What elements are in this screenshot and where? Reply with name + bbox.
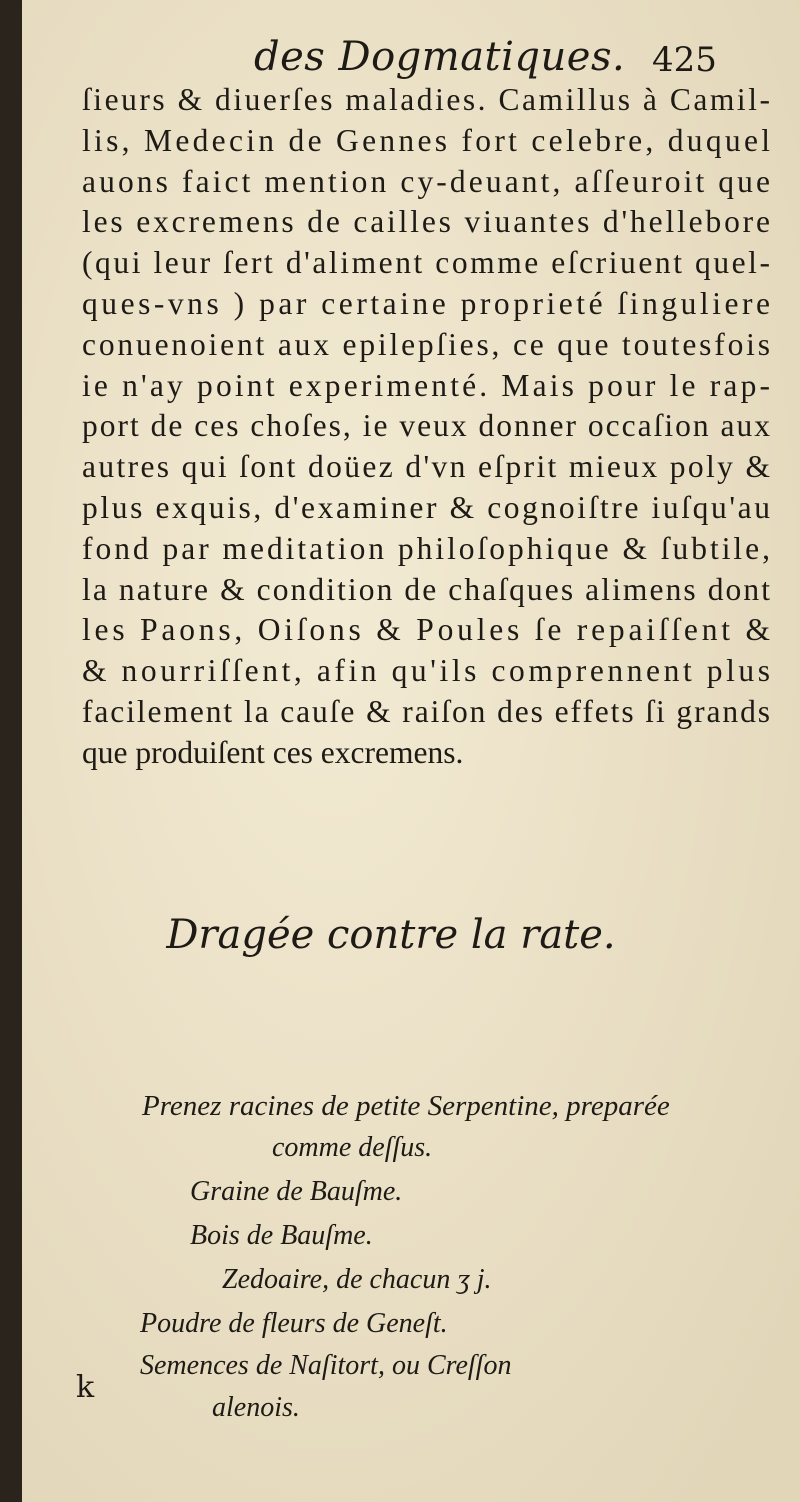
section-heading: Dragée contre la rate.	[166, 912, 616, 958]
text-line: auons faict mention cy-deuant, aſſeuroit que	[82, 163, 774, 199]
text-line: ſieurs & diuerſes maladies. Camillus à Camil-	[82, 82, 773, 117]
text-line: lis, Medecin de Gennes fort celebre, duquel	[82, 122, 774, 158]
page-number: 425	[652, 40, 717, 80]
recipe-line: Semences de Naſitort, ou Creſſon	[140, 1350, 512, 1381]
recipe-line: Bois de Bauſme.	[190, 1220, 373, 1251]
book-page	[22, 0, 800, 1502]
running-head-title: des Dogmatiques.	[254, 34, 626, 80]
recipe-line: Prenez racines de petite Serpentine, preparée	[142, 1090, 670, 1122]
text-line: conuenoient aux epilepſies, ce que toutesfois	[82, 326, 773, 362]
recipe-line: alenois.	[212, 1392, 300, 1423]
text-line: facilement la cauſe & raiſon des effets ſi grands	[82, 693, 772, 729]
text-line: fond par meditation philoſophique & ſubtile,	[82, 530, 773, 566]
margin-mark: k	[76, 1370, 95, 1405]
body-paragraph	[82, 80, 772, 774]
recipe-line: comme deſſus.	[272, 1132, 433, 1163]
text-line: ques-vns ) par certaine proprieté ſinguliere	[82, 285, 774, 321]
text-line: ie n'ay point experimenté. Mais pour le rap-	[82, 367, 774, 403]
text-line: les Paons, Oiſons & Poules ſe repaiſſent &	[82, 612, 774, 648]
text-line: la nature & condition de chaſques alimens dont	[82, 571, 773, 607]
text-line: les excremens de cailles viuantes d'hellebore	[82, 204, 773, 240]
text-line: que produiſent ces excremens.	[82, 734, 464, 770]
recipe-line: Zedoaire, de chacun ʒ j.	[222, 1264, 492, 1295]
text-line: (qui leur ſert d'aliment comme eſcriuent quel-	[82, 245, 773, 281]
text-line: & nourriſſent, afin qu'ils comprennent plus	[82, 653, 774, 689]
text-line: autres qui ſont doüez d'vn eſprit mieux poly &	[82, 449, 773, 485]
recipe-line: Poudre de fleurs de Geneſt.	[140, 1308, 448, 1339]
text-line: plus exquis, d'examiner & cognoiſtre iuſqu'au	[82, 489, 773, 525]
text-line: port de ces choſes, ie veux donner occaſion aux	[82, 408, 773, 444]
recipe-line: Graine de Bauſme.	[190, 1176, 403, 1207]
